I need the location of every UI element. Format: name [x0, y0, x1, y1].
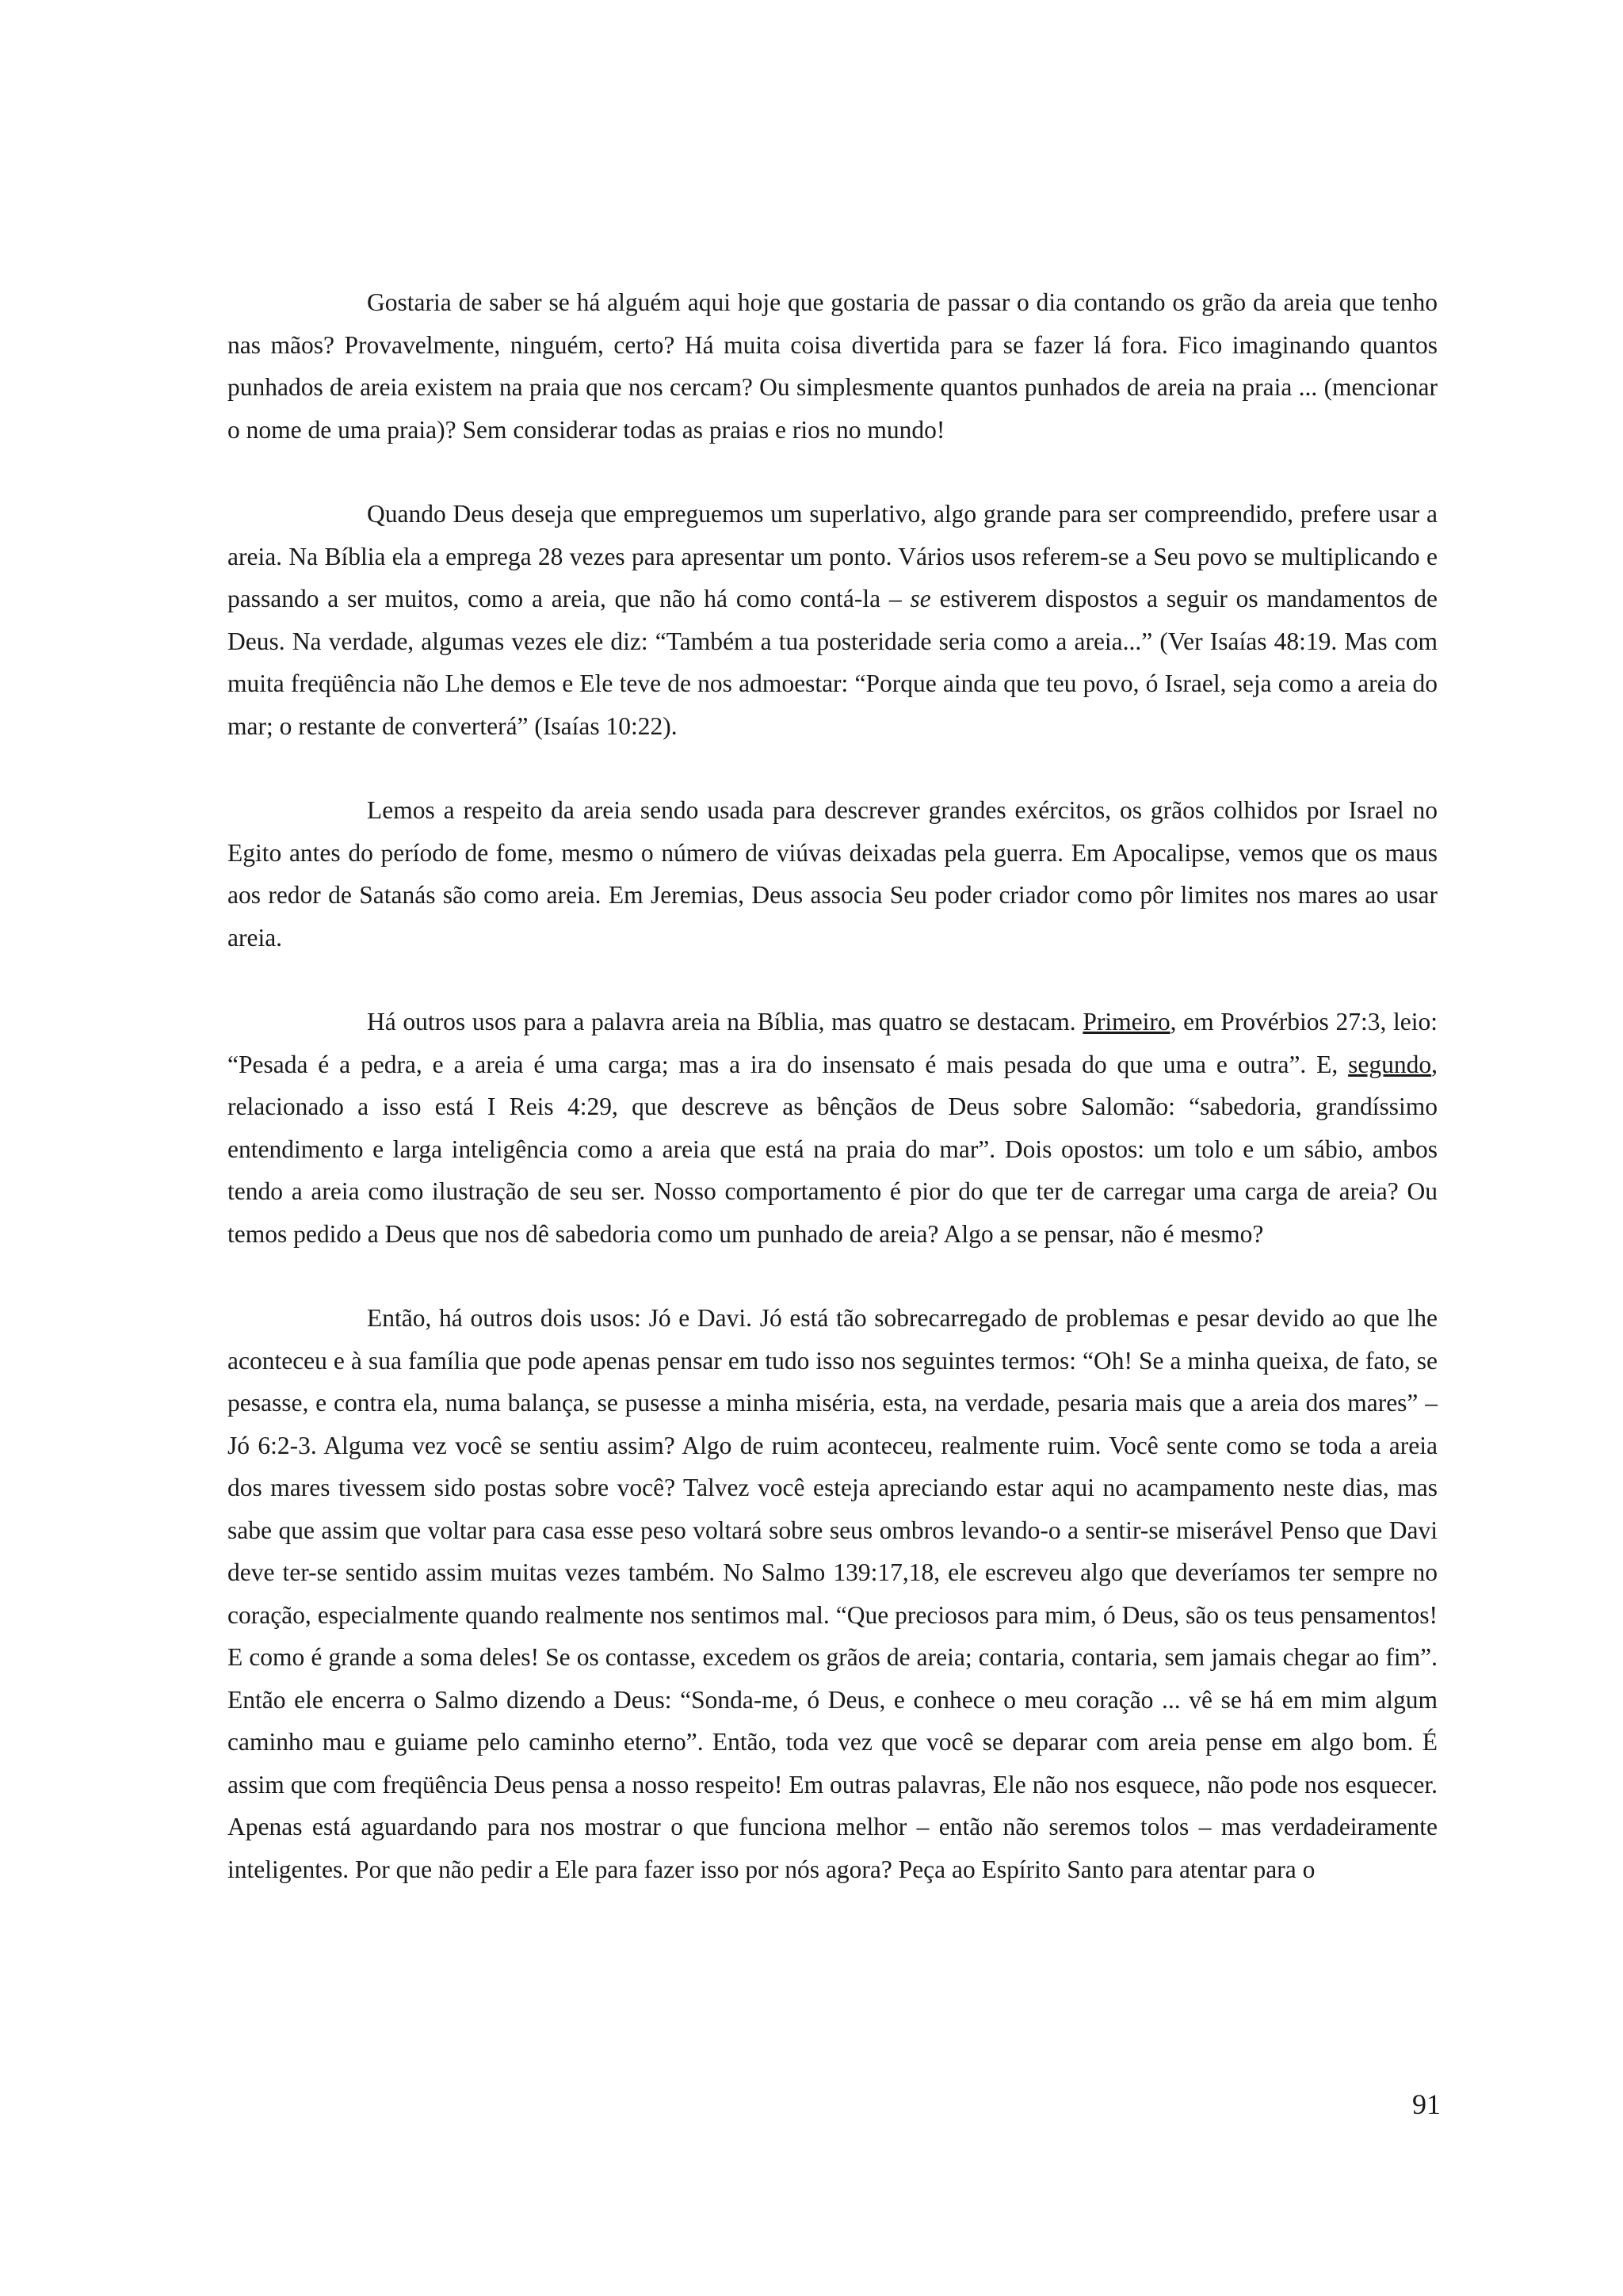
page-number: 91	[1412, 2088, 1441, 2120]
paragraph	[227, 1297, 1438, 1890]
italic-emphasis: se	[910, 585, 931, 612]
paragraph-text: , em Provérbios 27:3, leio: “Pesada é a pedra, e a areia é uma carga; mas a ira do insensato é mais pesada do que uma e outra”. E,	[227, 1008, 1438, 1078]
paragraph	[227, 493, 1438, 747]
paragraph	[227, 789, 1438, 959]
paragraph	[227, 281, 1438, 451]
paragraph	[227, 1001, 1438, 1255]
paragraph-text: estiverem dispostos a seguir os mandamentos de Deus. Na verdade, algumas vezes ele diz: “Também a tua posteridade seria como a areia...” (Ver Isaías 48:19. Mas com muita freqüência não Lhe demos e Ele teve de nos admoestar: “Porque ainda que teu povo, ó Israel, seja como a areia do mar; o restante de converterá” (Isaías 10:22).	[227, 585, 1438, 740]
paragraph-text: Então, há outros dois usos: Jó e Davi. Jó está tão sobrecarregado de problemas e pesar devido ao que lhe aconteceu e à sua família que pode apenas pensar em tudo isso nos seguintes termos: “Oh! Se a minha queixa, de fato, se pesasse, e contra ela, numa balança, se pusesse a minha miséria, esta, na verdade, pesaria mais que a areia dos mares” – Jó 6:2-3. Alguma vez você se sentiu assim? Algo de ruim aconteceu, realmente ruim. Você sente como se toda a areia dos mares tivessem sido postas sobre você? Talvez você esteja apreciando estar aqui no acampamento neste dias, mas sabe que assim que voltar para casa esse peso voltará sobre seus ombros levando-o a sentir-se miserável Penso que Davi deve ter-se sentido assim muitas vezes também. No Salmo 139:17,18, ele escreveu algo que deveríamos ter sempre no coração, especialmente quando realmente nos sentimos mal. “Que preciosos para mim, ó Deus, são os teus pensamentos! E como é grande a soma deles! Se os contasse, excedem os grãos de areia; contaria, contaria, sem jamais chegar ao fim”. Então ele encerra o Salmo dizendo a Deus: “Sonda-me, ó Deus, e conhece o meu coração ... vê se há em mim algum caminho mau e guiame pelo caminho eterno”. Então, toda vez que você se deparar com areia pense em algo bom. É assim que com freqüência Deus pensa a nosso respeito! Em outras palavras, Ele não nos esquece, não pode nos esquecer. Apenas está aguardando para nos mostrar o que funciona melhor – então não seremos tolos – mas verdadeiramente inteligentes. Por que não pedir a Ele para fazer isso por nós agora? Peça ao Espírito Santo para atentar para o	[227, 1304, 1438, 1883]
page-body	[227, 281, 1438, 1932]
paragraph-text: Lemos a respeito da areia sendo usada para descrever grandes exércitos, os grãos colhidos por Israel no Egito antes do período de fome, mesmo o número de viúvas deixadas pela guerra. Em Apocalipse, vemos que os maus aos redor de Satanás são como areia. Em Jeremias, Deus associa Seu poder criador como pôr limites nos mares ao usar areia.	[227, 796, 1438, 952]
paragraph-text: Há outros usos para a palavra areia na Bíblia, mas quatro se destacam.	[367, 1008, 1083, 1035]
underlined-word: Primeiro	[1083, 1008, 1170, 1035]
paragraph-text: Quando Deus deseja que empreguemos um superlativo, algo grande para ser compreendido, prefere usar a areia. Na Bíblia ela a emprega 28 vezes para apresentar um ponto. Vários usos referem-se a Seu povo se multiplicando e passando a ser muitos, como a areia, que não há como contá-la –	[227, 500, 1438, 612]
paragraph-text: , relacionado a isso está I Reis 4:29, que descreve as bênçãos de Deus sobre Salomão: “sabedoria, grandíssimo entendimento e larga inteligência como a areia que está na praia do mar”. Dois opostos: um tolo e um sábio, ambos tendo a areia como ilustração de seu ser. Nosso comportamento é pior do que ter de carregar uma carga de areia? Ou temos pedido a Deus que nos dê sabedoria como um punhado de areia? Algo a se pensar, não é mesmo?	[227, 1050, 1438, 1248]
paragraph-text: Gostaria de saber se há alguém aqui hoje que gostaria de passar o dia contando os grão da areia que tenho nas mãos? Provavelmente, ninguém, certo? Há muita coisa divertida para se fazer lá fora. Fico imaginando quantos punhados de areia existem na praia que nos cercam? Ou simplesmente quantos punhados de areia na praia ... (mencionar o nome de uma praia)? Sem considerar todas as praias e rios no mundo!	[227, 288, 1438, 444]
underlined-word: segundo	[1348, 1050, 1432, 1078]
